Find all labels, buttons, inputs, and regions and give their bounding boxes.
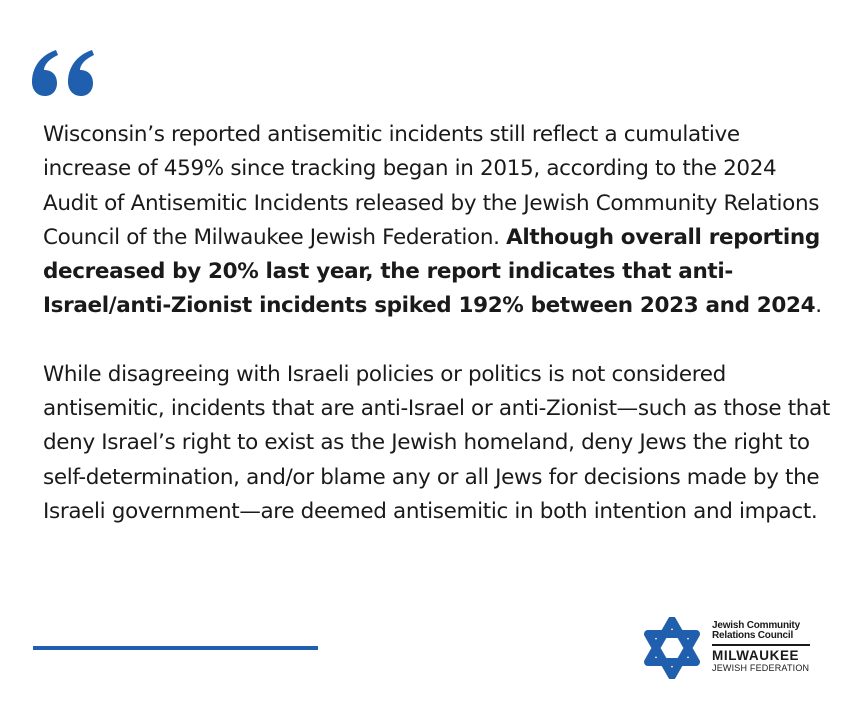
open-quote-icon (32, 50, 96, 96)
quote-paragraph-1-end: . (815, 293, 822, 319)
quote-text (43, 118, 833, 529)
logo-line-3: MILWAUKEE (712, 647, 800, 663)
quote-paragraph-2: While disagreeing with Israeli policies or politics is not considered antisemitic, incidents that are anti-Israel or anti-Zionist—such as those that deny Israel’s right to exist as the Jewish homeland, deny Jews the right to self-determination, and/or blame any or all Jews for decisions made by the Israeli government—are deemed antisemitic in both intention and impact. (43, 361, 830, 524)
logo-line-1: Jewish Community (712, 620, 800, 631)
logo-line-4: JEWISH FEDERATION (712, 662, 810, 673)
logo-line-2: Relations Council (712, 630, 794, 641)
quote-paragraph-1 (43, 118, 833, 324)
quote-paragraph-1-regular: Wisconsin’s reported antisemitic incidents still reflect a cumulative increase of 459% since tracking began in 2015, according to the 2024 Audit of Antisemitic Incidents released by the Jewish Community Relations Council of the Milwaukee Jewish Federation. (43, 122, 820, 250)
milwaukee-jewish-federation-logo (643, 617, 823, 679)
accent-divider (33, 646, 318, 650)
quote-paragraph-1-highlight: Although overall reporting decreased by 20% last year, the report indicates that anti-Israel/anti-Zionist incidents spiked 192% between 2023 and 2024 (43, 224, 820, 319)
logo-rule (712, 644, 810, 646)
logo-wordmark (712, 621, 824, 673)
star-of-david-icon (643, 617, 701, 679)
